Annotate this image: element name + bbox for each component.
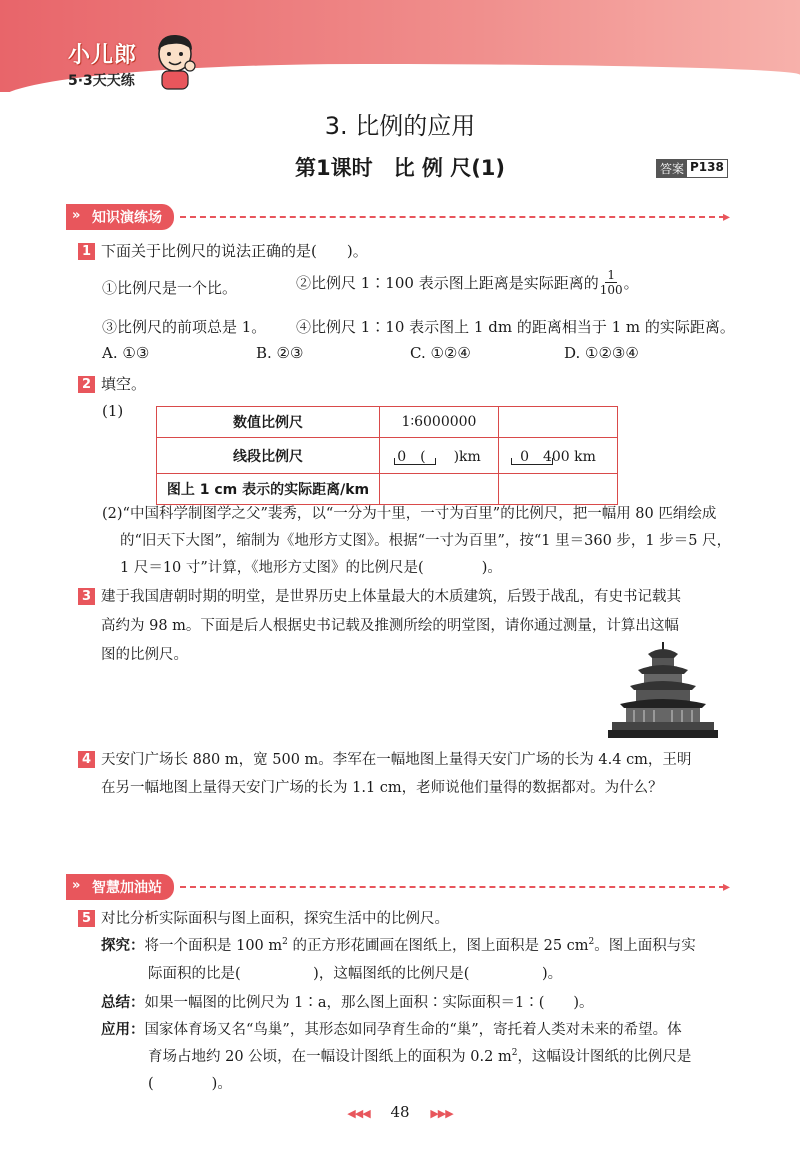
q1-option-d[interactable]: D. ①②③④ bbox=[564, 344, 639, 362]
table-row bbox=[157, 474, 618, 505]
q1-statement-1: ①比例尺是一个比。 bbox=[102, 279, 238, 297]
scale-table bbox=[156, 406, 618, 505]
section-title: 智慧加油站 bbox=[92, 880, 162, 896]
q1-option-c[interactable]: C. ①②④ bbox=[410, 344, 471, 362]
section-header-challenge bbox=[66, 874, 730, 900]
page-footer bbox=[0, 1103, 800, 1121]
dashed-divider bbox=[180, 216, 725, 218]
question-number: 3 bbox=[78, 588, 95, 605]
q2-part2-line1: (2)“中国科学制图学之父”裴秀，以“一分为十里，一寸为百里”的比例尺，把一幅用 80 匹绢绘成 bbox=[102, 506, 717, 522]
table-cell: 1∶6000000 bbox=[380, 407, 499, 438]
q2-part1-label: (1) bbox=[102, 402, 124, 420]
triple-left-arrow-icon: ◀◀◀ bbox=[347, 1107, 370, 1120]
page-title: 3. 比例的应用 bbox=[324, 112, 476, 140]
q1-statement-3: ③比例尺的前项总是 1。 bbox=[102, 318, 267, 336]
table-header-numeric-scale: 数值比例尺 bbox=[157, 407, 380, 438]
answer-page: P138 bbox=[690, 160, 724, 174]
q2-part2-line2: 的“旧天下大图”，缩制为《地形方丈图》。根据“一寸为百里”，按“1 里＝360 步，1 步＝5 尺， bbox=[120, 533, 732, 549]
table-cell-line-scale-2: 0 400 km bbox=[499, 438, 618, 474]
double-chevron-icon: » bbox=[72, 878, 81, 893]
section-title: 知识演练场 bbox=[92, 210, 162, 226]
question-4-line1: 4 天安门广场长 880 m，宽 500 m。李军在一幅地图上量得天安门广场的长为 4.4 cm，王明 bbox=[78, 748, 691, 769]
fraction: $\frac{1}{100}$ bbox=[599, 268, 623, 297]
q5-apply-line1: 应用：国家体育场又名“鸟巢”，其形态如同孕育生命的“巢”，寄托着人类对未来的希望。体 bbox=[101, 1022, 682, 1038]
table-header-line-scale: 线段比例尺 bbox=[157, 438, 380, 474]
question-3-line3: 图的比例尺。 bbox=[101, 647, 188, 663]
question-4-line2: 在另一幅地图上量得天安门广场的长为 1.1 cm，老师说他们量得的数据都对。为什么？ bbox=[101, 780, 663, 796]
summary-label: 总结： bbox=[101, 995, 145, 1011]
scale-bar-icon bbox=[394, 458, 436, 465]
scale-bar-icon bbox=[511, 458, 553, 465]
arrow-right-icon: ▸ bbox=[722, 209, 730, 225]
q5-apply-line3: ( )。 bbox=[148, 1076, 232, 1092]
table-cell-line-scale-1[interactable]: 0 ( )km bbox=[380, 438, 499, 474]
apply-label: 应用： bbox=[101, 1022, 145, 1038]
double-chevron-icon: » bbox=[72, 208, 81, 223]
page-number: 48 bbox=[390, 1103, 410, 1121]
brand-subtitle: 5·3天天练 bbox=[68, 73, 135, 89]
question-number: 1 bbox=[78, 243, 95, 260]
q5-explore-line1: 探究：将一个面积是 100 $m^2$ 的正方形花圃画在图纸上，图上面积是 25 $cm^2$。图上面积与实 bbox=[101, 937, 696, 954]
arrow-right-icon: ▸ bbox=[722, 879, 730, 895]
answer-label: 答案 bbox=[657, 160, 687, 177]
q1-option-b[interactable]: B. ②③ bbox=[256, 344, 304, 362]
question-number: 5 bbox=[78, 910, 95, 927]
answer-reference-tag bbox=[656, 159, 728, 178]
question-1-stem: 1 下面关于比例尺的说法正确的是( )。 bbox=[78, 240, 368, 261]
table-cell-blank[interactable] bbox=[380, 474, 499, 505]
q2-part2-line3: 1 尺＝10 寸”计算，《地形方丈图》的比例尺是( )。 bbox=[120, 560, 502, 576]
table-row bbox=[157, 438, 618, 474]
table-row bbox=[157, 407, 618, 438]
question-number: 2 bbox=[78, 376, 95, 393]
section-header-practice bbox=[66, 204, 730, 230]
lesson-subtitle: 第1课时 比 例 尺(1) bbox=[294, 156, 506, 180]
q1-statement-2: ②比例尺 1∶100 表示图上距离是实际距离的 $\frac{1}{100}$ 。 bbox=[296, 268, 639, 297]
question-5-stem: 5 对比分析实际面积与图上面积，探究生活中的比例尺。 bbox=[78, 907, 449, 928]
question-2-stem: 2 填空。 bbox=[78, 373, 146, 394]
explore-label: 探究： bbox=[101, 938, 145, 954]
q5-explore-line2: 际面积的比是( )，这幅图纸的比例尺是( )。 bbox=[148, 966, 563, 982]
q5-summary: 总结：如果一幅图的比例尺为 1∶a，那么图上面积∶实际面积＝1∶( )。 bbox=[101, 995, 594, 1011]
mingtang-pagoda-illustration bbox=[608, 640, 718, 740]
q5-apply-line2: 育场占地约 20 公顷，在一幅设计图纸上的面积为 0.2 $m^2$，这幅设计图纸的比例尺是 bbox=[148, 1048, 692, 1065]
question-3-line1: 3 建于我国唐朝时期的明堂，是世界历史上体量最大的木质建筑，后毁于战乱，有史书记载其 bbox=[78, 585, 681, 606]
q1-statement-4: ④比例尺 1∶10 表示图上 1 dm 的距离相当于 1 m 的实际距离。 bbox=[296, 318, 735, 336]
table-cell-blank[interactable] bbox=[499, 474, 618, 505]
dashed-divider bbox=[180, 886, 725, 888]
table-cell-blank[interactable] bbox=[499, 407, 618, 438]
question-number: 4 bbox=[78, 751, 95, 768]
brand-title: 小儿郎 bbox=[68, 43, 138, 68]
table-header-actual-distance: 图上 1 cm 表示的实际距离/km bbox=[157, 474, 380, 505]
question-3-line2: 高约为 98 m。下面是后人根据史书记载及推测所绘的明堂图，请你通过测量，计算出这幅 bbox=[101, 618, 679, 634]
triple-right-arrow-icon: ▶▶▶ bbox=[430, 1107, 453, 1120]
q1-option-a[interactable]: A. ①③ bbox=[102, 344, 150, 362]
mascot-icon bbox=[150, 32, 200, 90]
